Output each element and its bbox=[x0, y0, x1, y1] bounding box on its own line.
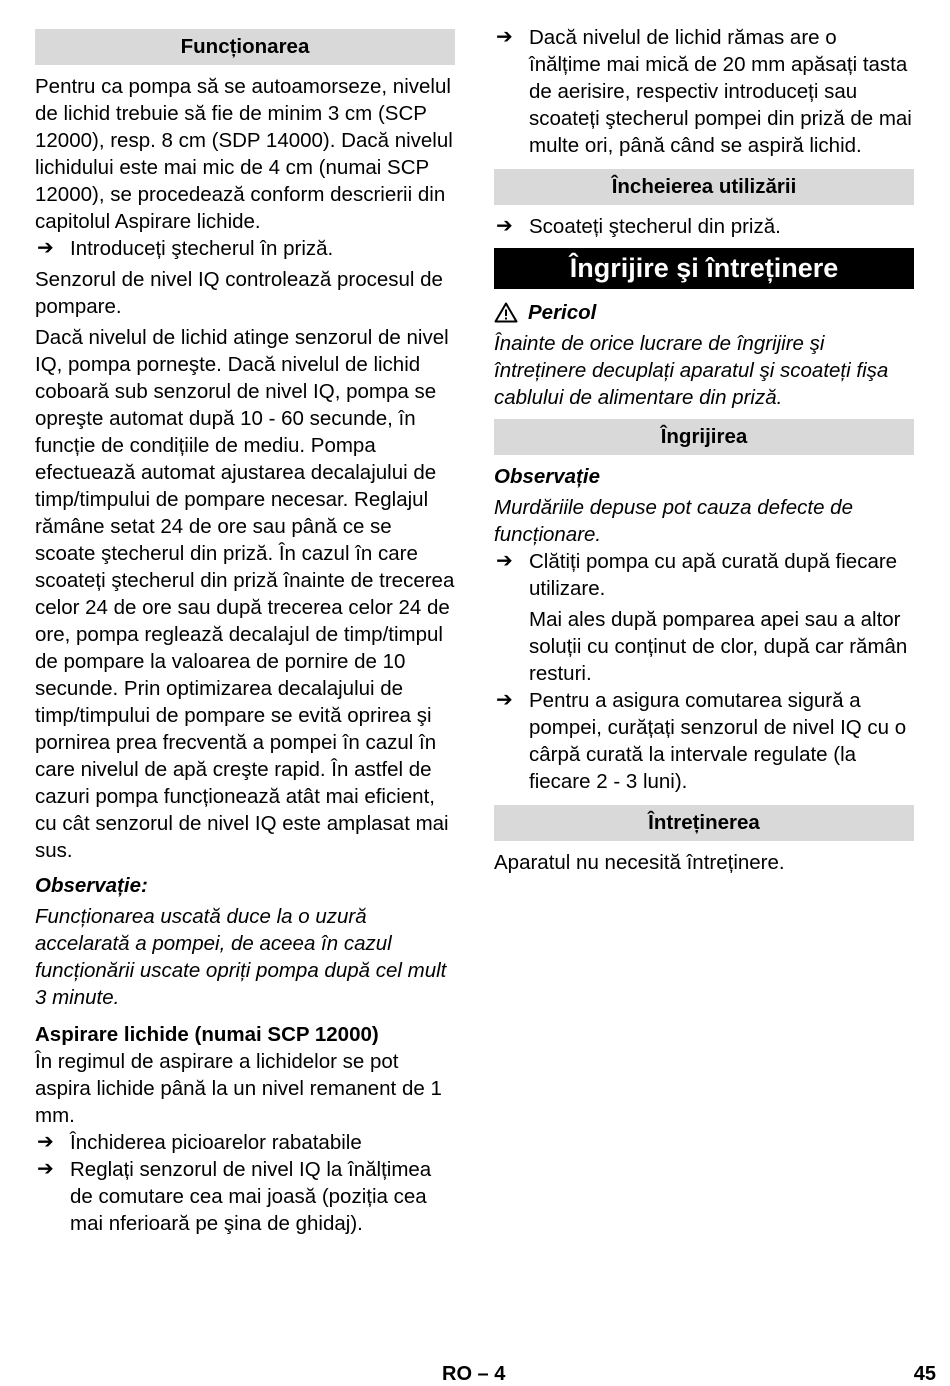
instruction-step bbox=[35, 235, 455, 262]
instruction-step bbox=[494, 687, 914, 795]
instruction-text: Introduceți ştecherul în priză. bbox=[70, 237, 334, 260]
warning-triangle-icon bbox=[494, 302, 518, 323]
left-column bbox=[35, 24, 455, 1237]
page-number: 45 bbox=[913, 1363, 936, 1385]
note-title: Observație bbox=[494, 465, 600, 488]
section-heading-end-use: Încheierea utilizării bbox=[494, 169, 914, 205]
instruction-detail: Mai ales după pomparea apei sau a altor soluții cu conținut de clor, după car rămân resturi. bbox=[529, 608, 908, 685]
paragraph: Pentru ca pompa să se autoamorseze, nivelul de lichid trebuie să fie de minim 3 cm (SCP 12000), resp. 8 cm (SDP 14000). Dacă nivelul lichidului este mai mic de 4 cm (numai SCP 12000), se procedează conform descrierii din capitolul Aspirare lichide. bbox=[35, 75, 453, 233]
subsection-heading-aspiration: Aspirare lichide (numai SCP 12000) bbox=[35, 1023, 379, 1046]
danger-label bbox=[494, 299, 914, 326]
section-heading-maintenance: Întreținerea bbox=[494, 805, 914, 841]
note-text: Murdăriile depuse pot cauza defecte de funcționare. bbox=[494, 496, 853, 546]
arrow-right-icon: ➔ bbox=[37, 237, 54, 259]
paragraph: Senzorul de nivel IQ controlează procesul de pompare. bbox=[35, 268, 443, 318]
instruction-step bbox=[35, 1129, 455, 1156]
instruction-text: Pentru a asigura comutarea sigură a pompei, curățați senzorul de nivel IQ cu o cârpă curată la intervale regulate (la fiecare 2 - 3 luni). bbox=[529, 689, 907, 793]
note-title: Observație: bbox=[35, 874, 148, 897]
section-heading-care: Îngrijirea bbox=[494, 419, 914, 455]
paragraph: În regimul de aspirare a lichidelor se pot aspira lichide până la un nivel remanent de 1 mm. bbox=[35, 1050, 442, 1127]
instruction-text: Clătiți pompa cu apă curată după fiecare utilizare. bbox=[529, 550, 898, 600]
arrow-right-icon: ➔ bbox=[37, 1158, 54, 1180]
right-column bbox=[494, 24, 914, 876]
section-heading-functioning: Funcționarea bbox=[35, 29, 455, 65]
danger-text: Înainte de orice lucrare de îngrijire şi întreținere decuplați aparatul şi scoateți fişa cablului de alimentare din priză. bbox=[494, 332, 889, 409]
footer-section-label: RO – 4 bbox=[442, 1363, 506, 1385]
arrow-right-icon: ➔ bbox=[496, 689, 513, 711]
arrow-right-icon: ➔ bbox=[496, 215, 513, 237]
instruction-text: Reglați senzorul de nivel IQ la înălțimea de comutare cea mai joasă (poziția cea mai nferioară pe şina de ghidaj). bbox=[70, 1158, 432, 1235]
arrow-right-icon: ➔ bbox=[37, 1131, 54, 1153]
danger-label-text: Pericol bbox=[528, 301, 597, 324]
instruction-text: Dacă nivelul de lichid rămas are o înălțime mai mică de 20 mm apăsați tasta de aerisire, respectiv introduceți sau scoateți ştecherul pompei din priză de mai multe ori, până când se aspiră lichid. bbox=[529, 26, 912, 157]
instruction-step bbox=[494, 548, 914, 602]
note-text: Funcționarea uscată duce la o uzură accelarată a pompei, de aceea în cazul funcționării uscate opriți pompa după cel mult 3 minute. bbox=[35, 905, 447, 1009]
arrow-right-icon: ➔ bbox=[496, 550, 513, 572]
arrow-right-icon: ➔ bbox=[496, 26, 513, 48]
instruction-step bbox=[494, 213, 914, 240]
instruction-text: Scoateți ştecherul din priză. bbox=[529, 215, 781, 238]
paragraph: Dacă nivelul de lichid atinge senzorul de nivel IQ, pompa porneşte. Dacă nivelul de lichid coboară sub senzorul de nivel IQ, pompa se opreşte automat după 10 - 60 secunde, în funcție de condițiile de mediu. Pompa efectuează automat ajustarea decalajului de timp/timpului de pompare necesar. Reglajul rămâne setat 24 de ore sau până ce se scoate ştecherul din priză. În cazul în care scoateți ştecherul din priză înainte de trecerea celor 24 de ore sau după trecerea celor 24 de ore, pompa reglează decalajul de timp/timpul de pompare la valoarea de pornire de 10 secunde. Prin optimizarea decalajului de timp/timpului de pompare se evită oprirea şi pornirea prea frecventă a pompei în cazul în care nivelul de apă creşte rapid. În astfel de cazuri pompa funcționează atât mai eficient, cu cât senzorul de nivel IQ este amplasat mai sus. bbox=[35, 326, 455, 862]
instruction-step bbox=[494, 24, 914, 159]
chapter-heading-care-maintenance: Îngrijire şi întreținere bbox=[494, 248, 914, 289]
paragraph: Aparatul nu necesită întreținere. bbox=[494, 851, 785, 874]
instruction-step bbox=[35, 1156, 455, 1237]
instruction-text: Închiderea picioarelor rabatabile bbox=[70, 1131, 362, 1154]
